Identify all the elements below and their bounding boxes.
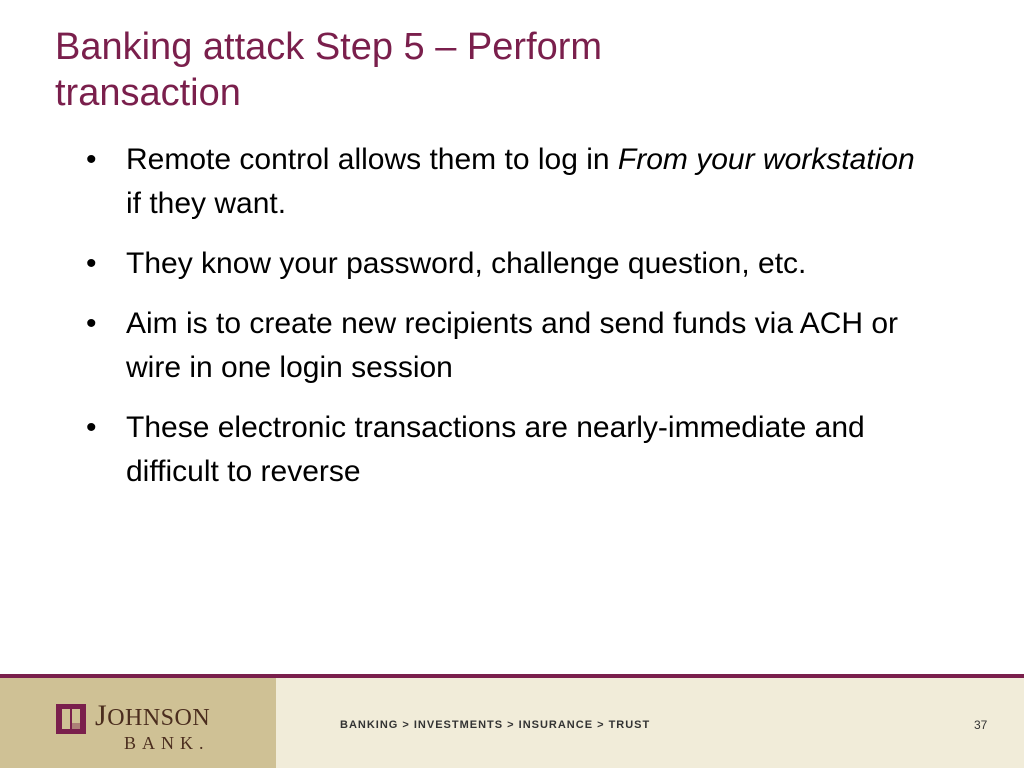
bullet-item-2 <box>86 242 936 286</box>
bullet-1-text-italic: From your workstation <box>617 143 915 176</box>
slide-title-line-1: Banking attack Step 5 – Perform <box>55 26 603 68</box>
bullet-item-3 <box>86 302 936 390</box>
johnson-bank-logo-mark-icon <box>56 704 86 734</box>
bullet-list <box>86 138 936 510</box>
bullet-item-1 <box>86 138 936 226</box>
bullet-1-text-before: Remote control allows them to log in <box>126 143 618 176</box>
slide-title-line-2: transaction <box>55 72 241 114</box>
bullet-2-text: They know your password, challenge question, etc. <box>126 247 807 280</box>
footer-bar <box>0 678 1024 768</box>
logo-name <box>95 700 210 734</box>
logo-name-initial: J <box>95 699 108 732</box>
bullet-marker: • <box>86 411 97 444</box>
bullet-marker: • <box>86 307 97 340</box>
bullet-item-4 <box>86 406 936 494</box>
footer-tagline: BANKING > INVESTMENTS > INSURANCE > TRUST <box>340 719 651 731</box>
logo-subtitle: BANK. <box>124 733 210 753</box>
slide-title <box>55 24 955 116</box>
bullet-marker: • <box>86 247 97 280</box>
bullet-3-text: Aim is to create new recipients and send funds via ACH or wire in one login session <box>126 307 899 384</box>
bullet-1-text-after: if they want. <box>126 187 287 220</box>
bullet-4-text: These electronic transactions are nearly-immediate and difficult to reverse <box>126 411 865 488</box>
bullet-marker: • <box>86 143 97 176</box>
page-number: 37 <box>974 718 988 732</box>
logo-panel <box>0 678 276 768</box>
logo-name-rest: OHNSON <box>107 705 211 731</box>
